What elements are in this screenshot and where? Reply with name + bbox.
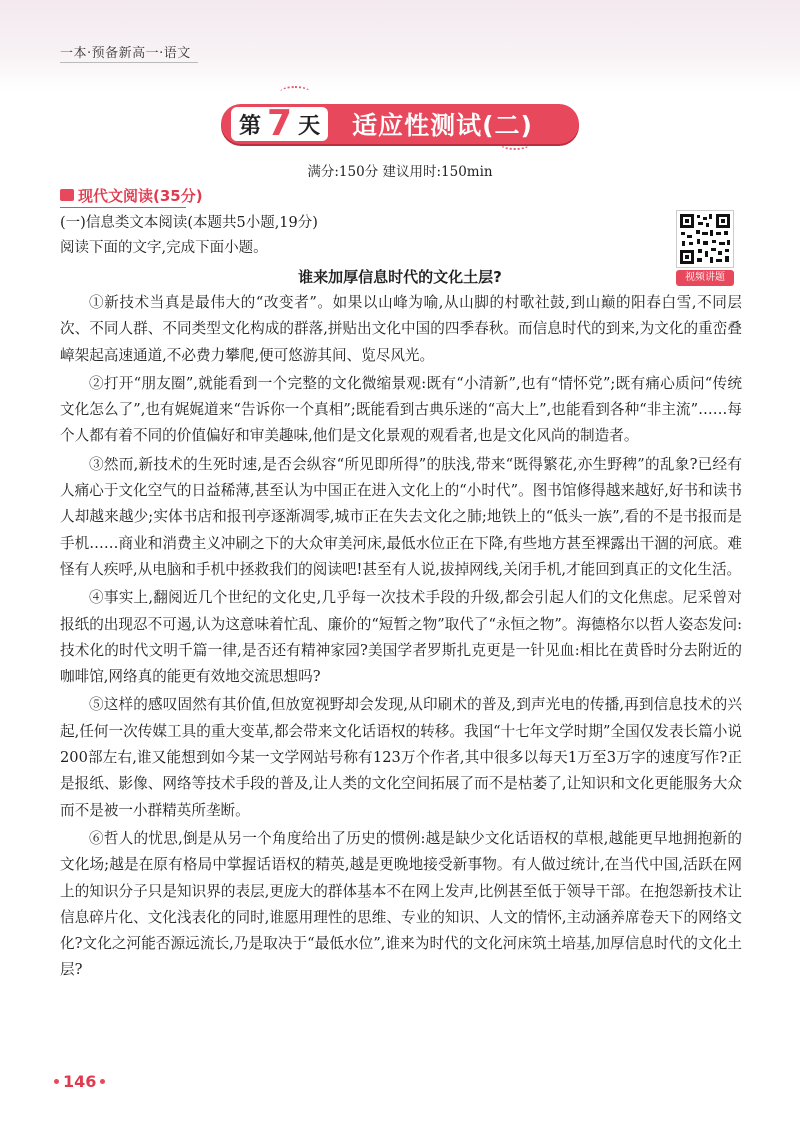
section-title: 现代文阅读(35分) xyxy=(78,186,203,205)
article-paragraph: ①新技术当真是最伟大的“改变者”。如果以山峰为喻,从山脚的村歌社鼓,到山巅的阳春白雪,不同层次、不同人群、不同类型文化构成的群落,拼贴出文化中国的四季春秋。而信息时代的到来,为文化的重峦叠嶂架起高速通道,不必费力攀爬,便可悠游其间、览尽风光。 xyxy=(60,294,742,364)
title-banner xyxy=(221,101,579,147)
article-body xyxy=(60,290,742,986)
subsection-heading: (一)信息类文本阅读(本题共5小题,19分) xyxy=(60,215,318,231)
section-heading xyxy=(60,184,203,206)
day-number: 7 xyxy=(267,103,293,144)
score-line: 满分:150分 建议用时:150min xyxy=(307,164,493,180)
page-title: 适应性测试(二) xyxy=(338,104,579,144)
page-dot-icon xyxy=(54,1079,59,1084)
article-title: 谁来加厚信息时代的文化土层? xyxy=(298,268,502,286)
day-badge-inner xyxy=(231,103,328,144)
article-paragraph: ③然而,新技术的生死时速,是否会纵容“所见即所得”的肤浅,带来“既得繁花,亦生野稗”的乱象?已经有人痛心于文化空气的日益稀薄,甚至认为中国正在进入文化上的“小时代”。图书馆修得越来越好,好书和读书人却越来越少;实体书店和报刊亭逐渐凋零,城市正在失去文化之肺;地铁上的“低头一族”,看的不是书报而是手机……商业和消费主义冲刷之下的大众审美河床,最低水位正在下降,有些地方甚至裸露出干涸的河底。难怪有人疾呼,从电脑和手机中拯救我们的阅读吧!甚至有人说,拔掉网线,关闭手机,才能回到真正的文化生活。 xyxy=(60,455,742,578)
day-suffix: 天 xyxy=(298,113,321,139)
header-rule xyxy=(60,62,198,63)
article-paragraph: ④事实上,翻阅近几个世纪的文化史,几乎每一次技术手段的升级,都会引起人们的文化焦虑。尼采曾对报纸的出现忍不可遏,认为这意味着忙乱、廉价的“短暂之物”取代了“永恒之物”。海德格尔以哲人姿态发问:技术化的时代文明千篇一律,是否还有精神家园?美国学者罗斯扎克更是一针见血:相比在黄昏时分去附近的咖啡馆,网络真的能更有效地交流思想吗? xyxy=(60,589,742,686)
decor-dots-top xyxy=(280,86,310,98)
day-badge xyxy=(221,104,338,144)
article-paragraph: ②打开“朋友圈”,就能看到一个完整的文化微缩景观:既有“小清新”,也有“情怀党”;既有痛心质问“传统文化怎么了”,也有娓娓道来“告诉你一个真相”;既能看到古典乐迷的“高大上”,也能看到各种“非主流”……每个人都有着不同的价值偏好和审美趣味,他们是文化景观的观看者,也是文化风尚的制造者。 xyxy=(60,374,742,445)
page-dot-icon xyxy=(100,1079,105,1084)
video-explain-badge[interactable]: 视频讲题 xyxy=(676,270,734,286)
qr-code-icon[interactable] xyxy=(676,210,734,268)
instruction-text: 阅读下面的文字,完成下面小题。 xyxy=(60,240,268,256)
page-number-text: 146 xyxy=(63,1072,97,1091)
day-prefix: 第 xyxy=(239,113,262,139)
page-number xyxy=(50,1072,109,1091)
article-paragraph: ⑥哲人的忧思,倒是从另一个角度给出了历史的惯例:越是缺少文化话语权的草根,越能更早地拥抱新的文化场;越是在原有格局中掌握话语权的精英,越是更晚地接受新事物。有人做过统计,在当代中国,活跃在网上的知识分子只是知识界的表层,更庞大的群体基本不在网上发声,比例甚至低于领导干部。在抱怨新技术让信息碎片化、文化浅表化的同时,谁愿用理性的思维、专业的知识、人文的情怀,主动涵养席卷天下的网络文化?文化之河能否源远流长,乃是取决于“最低水位”,谁来为时代的文化河床筑土培基,加厚信息时代的文化土层? xyxy=(60,829,742,979)
section-underline xyxy=(60,207,186,208)
article-paragraph: ⑤这样的感叹固然有其价值,但放宽视野却会发现,从印刷术的普及,到声光电的传播,再到信息技术的兴起,任何一次传媒工具的重大变革,都会带来文化话语权的转移。我国“十七年文学时期”全国仅发表长篇小说200部左右,谁又能想到如今某一文学网站号称有123万个作者,其中很多以每天1万至3万字的速度写作?正是报纸、影像、网络等技术手段的普及,让人类的文化空间拓展了而不是枯萎了,让知识和文化更能服务大众而不是被一小群精英所垄断。 xyxy=(60,696,742,819)
section-marker-icon xyxy=(60,189,74,201)
book-header: 一本·预备新高一·语文 xyxy=(60,46,191,61)
